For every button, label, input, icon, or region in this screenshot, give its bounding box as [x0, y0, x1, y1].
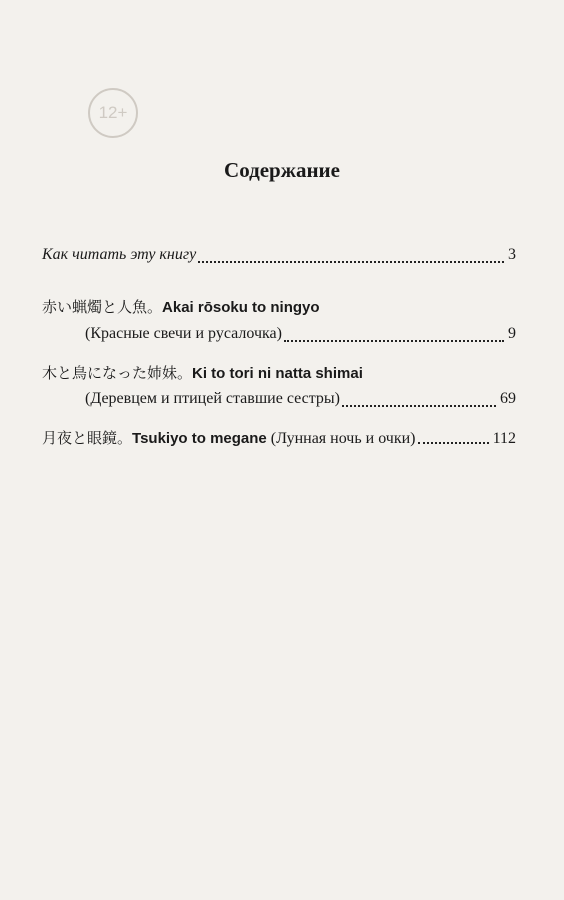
- toc-entry-romaji-title: Akai rōsoku to ningyo: [162, 299, 320, 316]
- toc-entry-russian-title: (Лунная ночь и очки): [270, 430, 416, 447]
- toc-entry-how-to-read[interactable]: [42, 246, 516, 268]
- toc-entry-heading[interactable]: [42, 427, 516, 449]
- toc-entry-russian-title: (Красные свечи и русалочка): [85, 325, 282, 342]
- toc-page-number: 3: [508, 246, 516, 263]
- toc-entry-heading[interactable]: [42, 296, 516, 318]
- dot-leader: [342, 405, 496, 407]
- toc-entry-romaji-title: Tsukiyo to megane: [132, 430, 267, 447]
- dot-leader: [418, 442, 489, 444]
- toc-entry-translation-line[interactable]: [85, 325, 516, 347]
- page-title: Содержание: [224, 158, 340, 182]
- toc-page-number: 9: [508, 325, 516, 342]
- toc-page-number: 112: [492, 430, 516, 447]
- toc-entry-japanese-title: 木と鳥になった姉妹。: [42, 364, 193, 382]
- toc-entry-japanese-title: 赤い蝋燭と人魚。: [42, 298, 163, 316]
- dot-leader: [198, 261, 504, 263]
- toc-entry-romaji-title: Ki to tori ni natta shimai: [192, 365, 363, 382]
- toc-entry-japanese-title: 月夜と眼鏡。: [42, 429, 133, 447]
- toc-entry-heading[interactable]: [42, 362, 516, 384]
- toc-page-number: 69: [500, 390, 516, 407]
- toc-entry-title: Как читать эту книгу: [42, 246, 197, 263]
- age-rating-label: 12+: [98, 103, 128, 122]
- age-rating-stamp: [88, 88, 138, 138]
- dot-leader: [284, 340, 504, 342]
- toc-entry-russian-title: (Деревцем и птицей ставшие сестры): [85, 390, 340, 407]
- toc-entry-translation-line[interactable]: [85, 390, 516, 412]
